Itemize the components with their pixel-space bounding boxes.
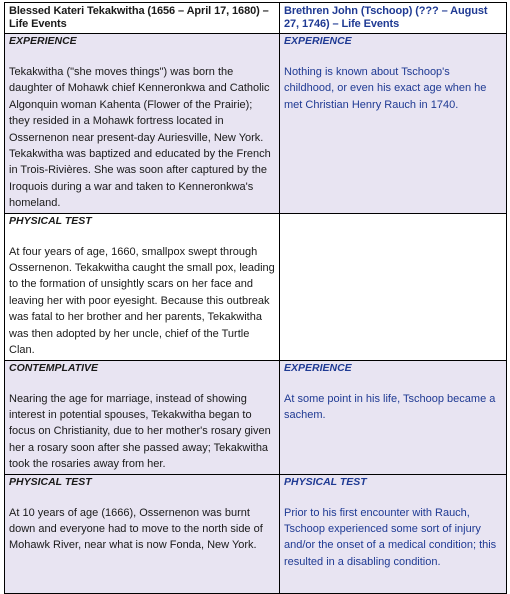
category-label: CONTEMPLATIVE (9, 361, 99, 374)
table-row (5, 34, 507, 214)
table-header-row (5, 3, 507, 34)
left-cell (5, 360, 280, 474)
left-cell (5, 34, 280, 214)
event-text: Prior to his first encounter with Rauch, Tschoop experienced some sort of injury and/or the onset of a medical condition; this resulted in a disabling condition. (284, 506, 497, 568)
right-cell (280, 34, 507, 214)
category-label: PHYSICAL TEST (9, 475, 92, 488)
event-text: At 10 years of age (1666), Ossernenon was burnt down and everyone had to move to the north side of Mohawk River, near what is now Fonda, New York. (9, 506, 263, 552)
right-cell-empty (280, 213, 507, 360)
event-text: Tekakwitha ("she moves things") was born the daughter of Mohawk chief Kenneronkwa and Catholic Algonquin woman Kahenta (Flower of the Prairie); they resided in a Mohawk fortress located in Ossernenon near present-day Auriesville, New York. Tekakwitha was baptized and educated by the French in Trois-Rivières. She was soon after captured by the Iroquois during a war and taken to Kenneronkwa's homeland. (9, 66, 271, 210)
category-label: EXPERIENCE (9, 35, 77, 47)
table-row (5, 360, 507, 474)
right-cell (280, 360, 507, 474)
event-text: Nearing the age for marriage, instead of showing interest in potential spouses, Tekakwitha began to focus on Christianity, due to her mother's rosary given her a rosary soon after she passed away; Tekakwitha took the rosaries away from her. (9, 392, 271, 471)
category-label: PHYSICAL TEST (284, 475, 367, 488)
table-row (5, 474, 507, 593)
left-cell (5, 474, 280, 593)
left-column-header-cell (5, 3, 280, 34)
category-label: PHYSICAL TEST (9, 214, 92, 227)
left-column-header: Blessed Kateri Tekakwitha (1656 – April 17, 1680) – Life Events (9, 5, 269, 30)
table-row (5, 213, 507, 360)
right-column-header: Brethren John (Tschoop) (??? – August 27, 1746) – Life Events (284, 5, 488, 30)
event-text: Nothing is known about Tschoop's childhood, or even his exact age when he met Christian Henry Rauch in 1740. (284, 66, 487, 111)
right-cell (280, 474, 507, 593)
left-cell (5, 213, 280, 360)
event-text: At some point in his life, Tschoop became a sachem. (284, 392, 496, 421)
event-text: At four years of age, 1660, smallpox swept through Ossernenon. Tekakwitha caught the small pox, leading to the formation of unsightly scars on her face and leaving her with poor eyesight. Because this outbreak was fatal to her brother and her parents, Tekakwitha was then adopted by her uncle, chief of the Turtle Clan. (9, 245, 275, 357)
life-events-table (4, 2, 507, 594)
category-label: EXPERIENCE (284, 361, 352, 374)
right-column-header-cell (280, 3, 507, 34)
category-label: EXPERIENCE (284, 35, 352, 47)
